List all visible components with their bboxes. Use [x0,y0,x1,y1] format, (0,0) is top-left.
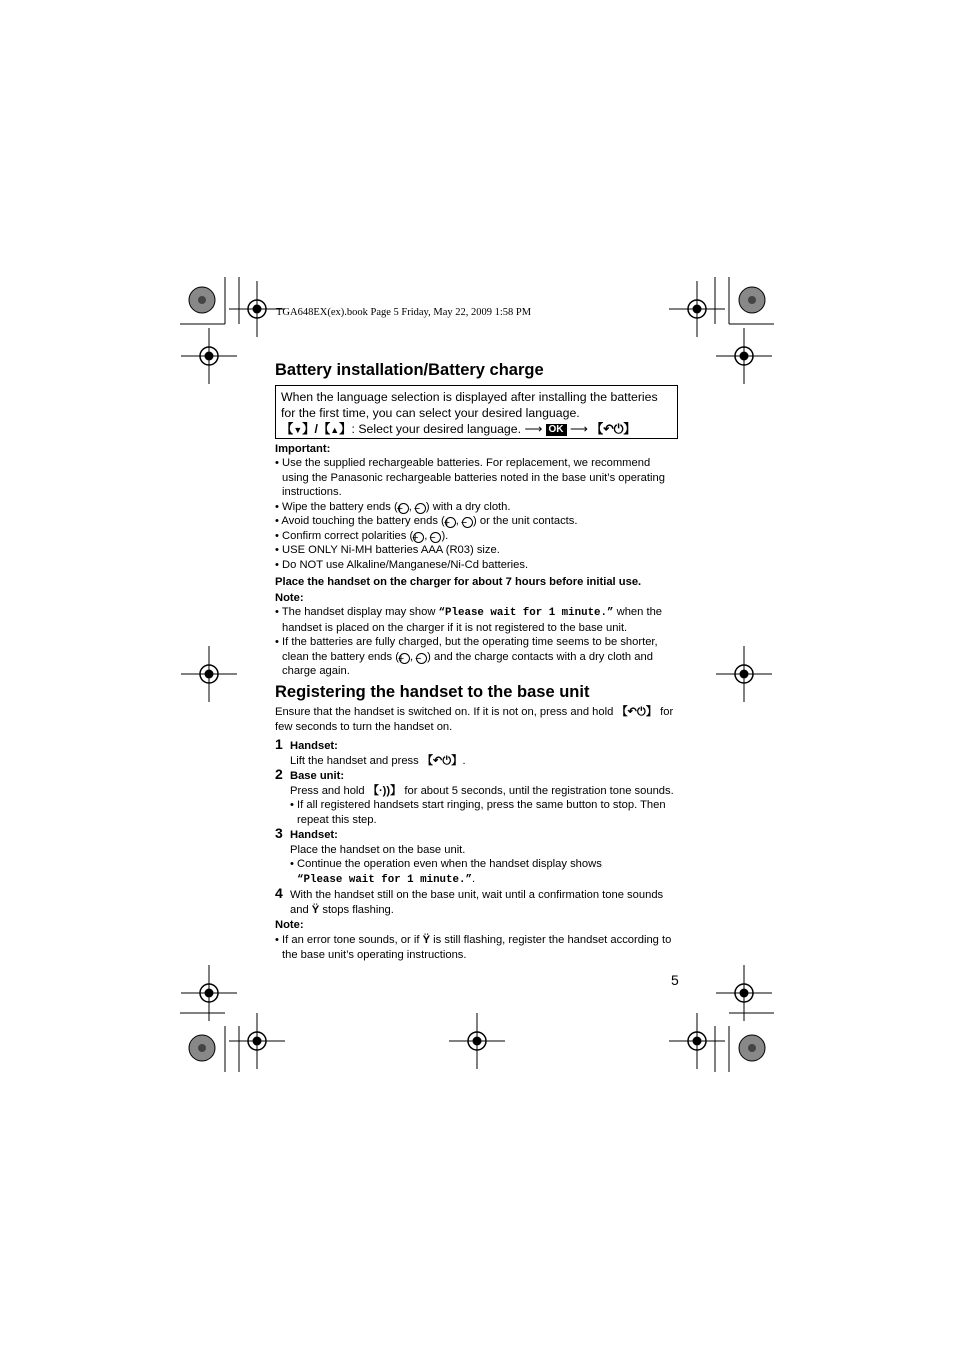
off-power-key-icon: 【↶⏻】 [616,706,658,718]
list-item: • Continue the operation even when the handset display shows [290,858,602,870]
arrow-right-icon: ⟶ [569,422,588,436]
list-item: • Do NOT use Alkaline/Manganese/Ni-Cd batteries. [275,558,529,571]
antenna-icon: Ÿ [422,934,431,946]
box-line-2: for the first time, you can select your desired language. [281,406,580,420]
step-4: With the handset still on the base unit, wait until a confirmation tone sounds and Ÿ stops flashing. [290,889,664,916]
section-title-registering: Registering the handset to the base unit [275,683,590,701]
antenna-icon: Ÿ [311,903,320,916]
note-label: Note: [275,919,304,931]
section-title-battery: Battery installation/Battery charge [275,361,544,379]
ok-key: OK [546,424,567,436]
list-item: • Wipe the battery ends (+ , − ) with a dry cloth. [275,500,511,515]
list-item: • Use the supplied rechargeable batteries. For replacement, we recommend using the Panasonic rechargeable batteries noted in the base unit’s operating instructions. [275,457,665,498]
plus-icon: + [399,653,410,664]
list-item: • If all registered handsets start ringing, press the same button to stop. Then repeat this step. [290,799,666,826]
list-item: • Confirm correct polarities (+ , − ). [275,529,449,544]
display-message: “Please wait for 1 minute.” [438,607,614,619]
step-1: Handset: Lift the handset and press 【↶⏻】. [290,740,466,767]
list-item: • The handset display may show “Please wait for 1 minute.” when the handset is placed on the charger if it is not registered to the base unit. [275,606,663,634]
minus-icon: − [415,503,426,514]
step-number: 2 [275,766,283,782]
note-list [275,605,680,679]
up-arrow-icon: ▲ [330,425,340,435]
minus-icon: − [416,653,427,664]
plus-icon: + [398,503,409,514]
box-line-3: 【▼】/【▲】: Select your desired language. ⟶ OK ⟶ 【↶⏻】 [281,422,636,436]
file-header: TGA648EX(ex).book Page 5 Friday, May 22, 2009 1:58 PM [276,307,532,318]
step-number: 1 [275,736,283,752]
step-2: Base unit: Press and hold 【·))】 for about 5 seconds, until the registration tone sounds. • If all registered handsets start ringing, press the same button to stop. Then repeat this step. [290,769,680,827]
off-power-key-icon: 【↶⏻】 [591,422,636,436]
step-3: Handset: Place the handset on the base unit. • Continue the operation even when the handset display shows “Please wait for 1 minute.”. [290,828,680,887]
list-item: • USE ONLY Ni-MH batteries AAA (R03) size. [275,544,500,556]
list-item: • If an error tone sounds, or if Ÿ is still flashing, register the handset according to the base unit’s operating instructions. [275,934,672,961]
plus-icon: + [413,532,424,543]
list-item: • Avoid touching the battery ends (+ , − ) or the unit contacts. [275,515,578,529]
list-item: • If the batteries are fully charged, but the operating time seems to be shorter, clean the battery ends (+ , − ) and the charge contacts with a dry cloth and charge again. [275,636,658,677]
minus-icon: − [462,517,473,528]
note-label: Note: [275,592,304,604]
step-number: 4 [275,885,283,901]
language-tip-box [275,385,678,439]
note-list [275,933,680,962]
registering-intro: Ensure that the handset is switched on. If it is not on, press and hold 【↶⏻】 for few seconds to turn the handset on. [275,706,674,733]
down-arrow-icon: ▼ [293,425,303,435]
off-power-key-icon: 【↶⏻】 [421,754,463,767]
minus-icon: − [430,532,441,543]
charge-instruction: Place the handset on the charger for about 7 hours before initial use. [275,576,642,588]
box-line-1: When the language selection is displayed after installing the batteries [281,390,658,404]
display-message: “Please wait for 1 minute.” [297,873,472,886]
plus-icon: + [445,517,456,528]
important-label: Important: [275,443,331,455]
step-number: 3 [275,825,283,841]
locator-key-icon: 【·))】 [367,784,402,797]
important-list [275,456,680,572]
page-number: 5 [671,972,679,988]
arrow-right-icon: ⟶ [524,422,543,436]
